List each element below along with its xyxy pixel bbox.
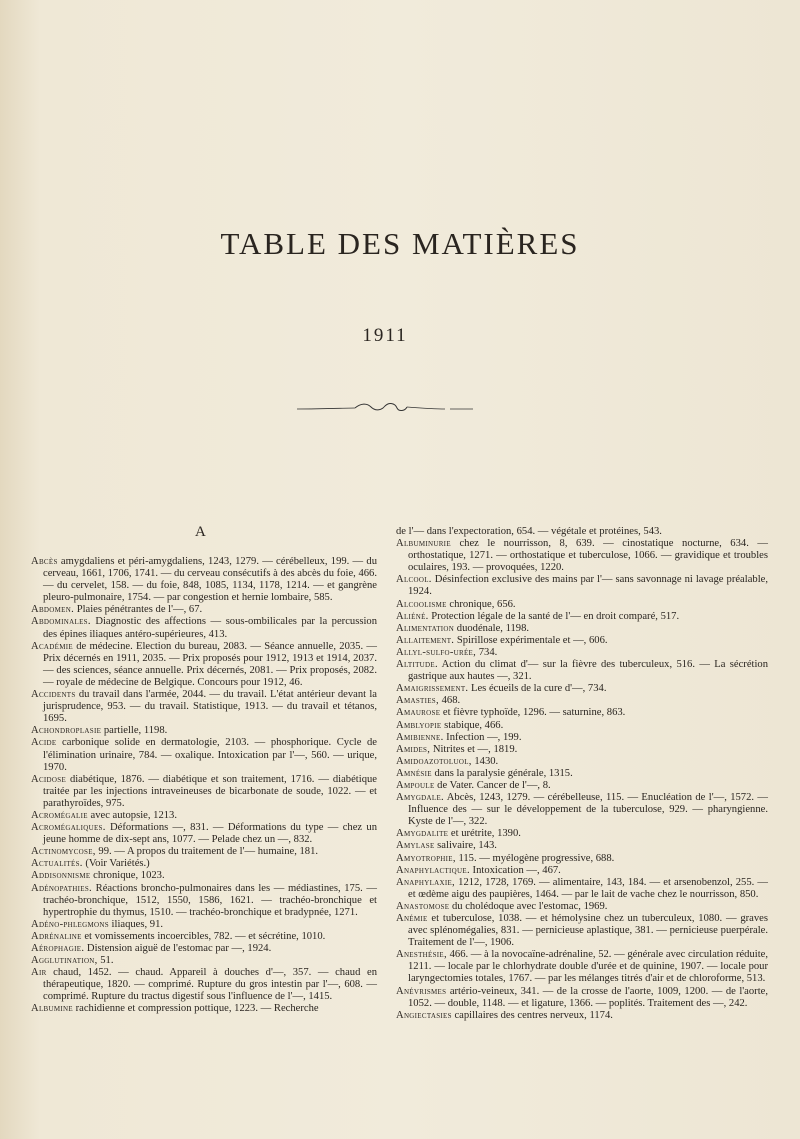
index-term: Amygdalite — [396, 828, 449, 840]
index-term: Abdominales. — [31, 616, 91, 628]
index-entry — [396, 683, 768, 695]
index-entry — [31, 1003, 377, 1015]
index-term: Albumine — [31, 1003, 73, 1015]
index-term: Académie — [31, 640, 73, 652]
index-entry — [396, 707, 768, 719]
index-references: dans la paralysie générale, 1315. — [431, 767, 573, 779]
index-references: Protection légale de la santé de l'— en droit comparé, 517. — [428, 610, 680, 622]
index-term: Alcool. — [396, 574, 432, 586]
index-entry — [31, 846, 377, 858]
index-entry — [31, 822, 377, 846]
index-term: Achondroplasie — [31, 725, 102, 737]
index-term: Adrénaline — [31, 930, 82, 942]
index-entry — [31, 556, 377, 604]
index-term: Amyotrophie, — [396, 852, 456, 864]
index-entry — [396, 840, 768, 852]
index-references: Abcès, 1243, 1279. — cérébelleuse, 115. — Enucléation de l'—, 1572. — Influence des — sur le développement de la tuberculose, 929. — pharyngienne. Kyste de l'—, 322. — [408, 792, 768, 828]
index-term: Actinomycose, — [31, 846, 96, 858]
index-entry — [396, 744, 768, 756]
index-entry — [31, 883, 377, 919]
index-entry — [396, 1010, 768, 1022]
index-term: Adénopathies. — [31, 882, 93, 894]
index-term: Adéno-phlegmons — [31, 918, 109, 930]
index-references: du cholédoque avec l'estomac, 1969. — [449, 900, 608, 912]
index-term: Accidents — [31, 689, 76, 701]
index-entry — [31, 955, 377, 967]
index-term: Alimentation — [396, 622, 455, 634]
index-references: Les écueils de la cure d'—, 734. — [468, 683, 607, 695]
index-entry — [31, 616, 377, 640]
index-references: rachidienne et compression pottique, 1223. — Recherche — [72, 1003, 319, 1015]
index-term: Abdomen. — [31, 604, 75, 616]
index-entry — [396, 913, 768, 949]
index-references: chez le nourrisson, 8, 639. — cinostatique nocturne, 634. — orthostatique, 1271. — orthostatique et tuberculose, 1066. — gravidique et troubles oculaires, 193. — provoquées, 1220. — [408, 538, 768, 574]
index-references: chaud, 1452. — chaud. Appareil à douches d'—, 357. — chaud en thérapeutique, 1820. — comprimé. Rupture du gros intestin par l'—, 608. — comprimé. Rupture du tractus digestif sous l'influence de l'—, 1415. — [43, 967, 377, 1003]
index-term: Ampoule — [396, 779, 435, 791]
index-term: Anévrismes — [396, 985, 447, 997]
index-term: Amaurose — [396, 707, 441, 719]
index-references: 468. — [438, 695, 461, 707]
index-references: chronique, 656. — [446, 598, 516, 610]
index-references: avec autopsie, 1213. — [87, 809, 177, 821]
index-entry — [31, 943, 377, 955]
index-references: artério-veineux, 341. — de la crosse de l'aorte, 1009, 1200. — de l'aorte, 1052. — double, 1148. — et ligature, 1366. — poplités. Traitement des —, 242. — [408, 985, 768, 1009]
index-references: 734. — [476, 646, 498, 658]
index-references: 99. — A propos du traitement de l'— humaine, 181. — [95, 846, 319, 858]
index-term: Anesthésie, — [396, 949, 447, 961]
index-term: Allyl-sulfo-urée, — [396, 646, 477, 658]
index-entry — [396, 949, 768, 985]
index-references: chronique, 1023. — [90, 870, 165, 882]
index-entry — [396, 732, 768, 744]
index-term: Alcoolisme — [396, 598, 447, 610]
index-references: de l'— dans l'expectoration, 654. — végétale et protéines, 543. — [396, 526, 662, 537]
index-references: Réactions broncho-pulmonaires dans les — médiastines, 175. — trachéo-bronchique, 1512, 1550, 1586, 1621. — trachéo-bronchique et hypertrophie du thymus, 1510. — trachéo-bronchique et bradypnée, 1271. — [43, 882, 377, 918]
index-references: (Voir Variétés.) — [82, 858, 150, 870]
index-term: Amygdale. — [396, 792, 444, 804]
index-references: 51. — [97, 955, 114, 967]
index-term: Anaphylaxie, — [396, 876, 456, 888]
index-references: et tuberculose, 1038. — et hémolysine chez un tuberculeux, 1080. — graves avec splénomégalies, 831. — pernicieuse aplastique, 381. — pernicieuse puerpérale. Traitement de l'—, 1906. — [408, 913, 768, 949]
index-term: Anastomose — [396, 900, 450, 912]
index-entry — [396, 865, 768, 877]
index-references: partielle, 1198. — [101, 725, 168, 737]
index-entry — [31, 810, 377, 822]
index-entry — [396, 647, 768, 659]
index-references: et urétrite, 1390. — [448, 828, 521, 840]
index-term: Agglutination, — [31, 955, 98, 967]
index-term: Acromégaliques. — [31, 822, 106, 834]
index-entry — [31, 919, 377, 931]
index-term: Allaitement. — [396, 634, 455, 646]
index-references: carbonique solide en dermatologie, 2103. — phosphorique. Cycle de l'élimination urinaire, 784. — oxalique. Intoxication par l'—, 560. — urique, 1970. — [43, 737, 377, 773]
index-term: Addisonnisme — [31, 870, 91, 882]
index-term: Actualités. — [31, 858, 83, 870]
index-entry — [396, 828, 768, 840]
index-entry — [396, 635, 768, 647]
index-references: amygdaliens et péri-amygdaliens, 1243, 1279. — cérébelleux, 199. — du cerveau, 1661, 1706, 1741. — du cerveau consécutifs à des abcès du foie, 466. — du cervelet, 158. — du foie, 848, 1085, 1134, 1178, 1214. — et gangrène pleuro-pulmonaire, 1754. — par congestion et hernie lombaire, 585. — [43, 556, 377, 604]
index-entry — [396, 623, 768, 635]
index-references: duodénale, 1198. — [454, 622, 530, 634]
index-entry — [31, 931, 377, 943]
index-entry — [396, 756, 768, 768]
index-entry — [31, 641, 377, 689]
index-term: Anémie — [396, 913, 428, 924]
index-references: salivaire, 143. — [434, 840, 497, 852]
index-references: Nitrites et —, 1819. — [430, 743, 518, 755]
index-entry — [31, 725, 377, 737]
index-term: Angiectasies — [396, 1009, 452, 1021]
index-term: Amasties, — [396, 695, 439, 707]
index-term: Acromégalie — [31, 809, 88, 821]
index-references: 1430. — [471, 755, 499, 767]
index-entry — [31, 689, 377, 725]
index-entry — [31, 737, 377, 773]
index-term: Amnésie — [396, 767, 432, 779]
index-term: Acide — [31, 737, 57, 749]
index-entry — [31, 774, 377, 810]
index-entry — [396, 986, 768, 1010]
index-references: diabétique, 1876. — diabétique et son traitement, 1716. — diabétique traitée par les injections intraveineuses de bicarbonate de soude, 1022. — et parathyroïdes, 975. — [43, 773, 377, 809]
index-references: Désinfection exclusive des mains par l'— sans savonnage ni lavage préalable, 1924. — [408, 574, 768, 598]
index-references: Infection —, 199. — [443, 731, 522, 743]
right-column — [396, 526, 768, 1022]
index-entry — [396, 538, 768, 574]
index-references: Déformations —, 831. — Déformations du type — chez un jeune homme de dix-sept ans, 1077. — Pelade chez un —, 832. — [43, 822, 377, 846]
index-term: Amylase — [396, 840, 435, 852]
left-column — [31, 556, 377, 1016]
index-entry — [396, 695, 768, 707]
index-entry — [396, 877, 768, 901]
index-term: Amibienne. — [396, 731, 444, 743]
index-entry — [396, 659, 768, 683]
ornament-divider — [295, 400, 475, 416]
index-entry — [31, 870, 377, 882]
index-entry — [396, 792, 768, 828]
index-entry — [396, 768, 768, 780]
index-references: de Vater. Cancer de l'—, 8. — [434, 779, 551, 791]
index-term: Amblyopie — [396, 719, 442, 731]
index-entry — [396, 853, 768, 865]
volume-year: 1911 — [362, 325, 408, 346]
index-references: iliaques, 91. — [108, 918, 164, 930]
index-references: du travail dans l'armée, 2044. — du travail. L'état antérieur devant la jurisprudence, 953. — du travail. Statistique, 1913. — du travail et tétanos, 1695. — [43, 689, 377, 725]
index-entry — [396, 901, 768, 913]
index-entry — [31, 858, 377, 870]
index-references: 466. — à la novocaïne-adrénaline, 52. — générale avec circulation réduite, 1211. — locale par le chlorhydrate double d'urée et de quinine, 1907. — locale pour laryngectomies totales, 1767. — par les mélanges titrés d'air et de chloroforme, 513. — [408, 949, 768, 985]
index-entry — [396, 574, 768, 598]
index-term: Aliéné. — [396, 610, 429, 622]
index-references: Action du climat d'— sur la fièvre des tuberculeux, 516. — La sécrétion gastrique aux hautes —, 321. — [408, 659, 768, 683]
index-entry — [396, 526, 768, 538]
index-term: Amaigrissement. — [396, 683, 469, 695]
index-term: Abcès — [31, 556, 58, 567]
index-references: Diagnostic des affections — sous-ombilicales par la percussion des épines iliaques antéro-supérieures, 413. — [43, 616, 377, 640]
index-references: Distension aiguë de l'estomac par —, 1924. — [84, 943, 272, 954]
index-term: Anaphylactique. — [396, 864, 470, 876]
page-title: TABLE DES MATIÈRES — [220, 226, 580, 261]
index-entry — [396, 780, 768, 792]
index-references: capillaires des centres nerveux, 1174. — [451, 1009, 613, 1021]
index-references: Spirillose expérimentale et —, 606. — [454, 634, 608, 646]
index-entry — [31, 604, 377, 616]
index-references: Plaies pénétrantes de l'—, 67. — [74, 604, 203, 616]
index-term: Albuminurie — [396, 538, 451, 550]
index-references: 1212, 1728, 1769. — alimentaire, 143, 184. — et arsenobenzol, 255. — et œdème aigu des paupières, 1464. — par le lait de vache chez le nourrisson, 850. — [408, 876, 768, 900]
index-references: Intoxication —, 467. — [469, 864, 561, 876]
index-entry — [396, 611, 768, 623]
index-term: Aérophagie. — [31, 943, 85, 954]
index-references: de médecine. Election du bureau, 2083. — Séance annuelle, 2035. — Prix décernés en 1911, 2035. — Prix proposés pour 1912, 1913 et 1914, 2037. — des sciences, séance annuelle. Prix décernés, 2081. — Prix proposés, 2082. — royale de médecine de Belgique. Concours pour 1912, 46. — [43, 640, 377, 688]
index-term: Air — [31, 967, 47, 979]
section-letter: A — [195, 524, 206, 540]
index-entry — [396, 720, 768, 732]
index-references: et vomissements incoercibles, 782. — et sécrétine, 1010. — [81, 930, 326, 942]
index-term: Acidose — [31, 773, 67, 785]
index-references: et fièvre typhoïde, 1296. — saturnine, 863. — [440, 707, 626, 719]
index-references: stabique, 466. — [441, 719, 504, 731]
index-term: Amides, — [396, 743, 431, 755]
index-entry — [31, 967, 377, 1003]
index-references: 115. — myélogène progressive, 688. — [455, 852, 615, 864]
index-entry — [396, 599, 768, 611]
index-term: Amidoazotoluol, — [396, 755, 472, 767]
index-term: Altitude. — [396, 659, 438, 671]
